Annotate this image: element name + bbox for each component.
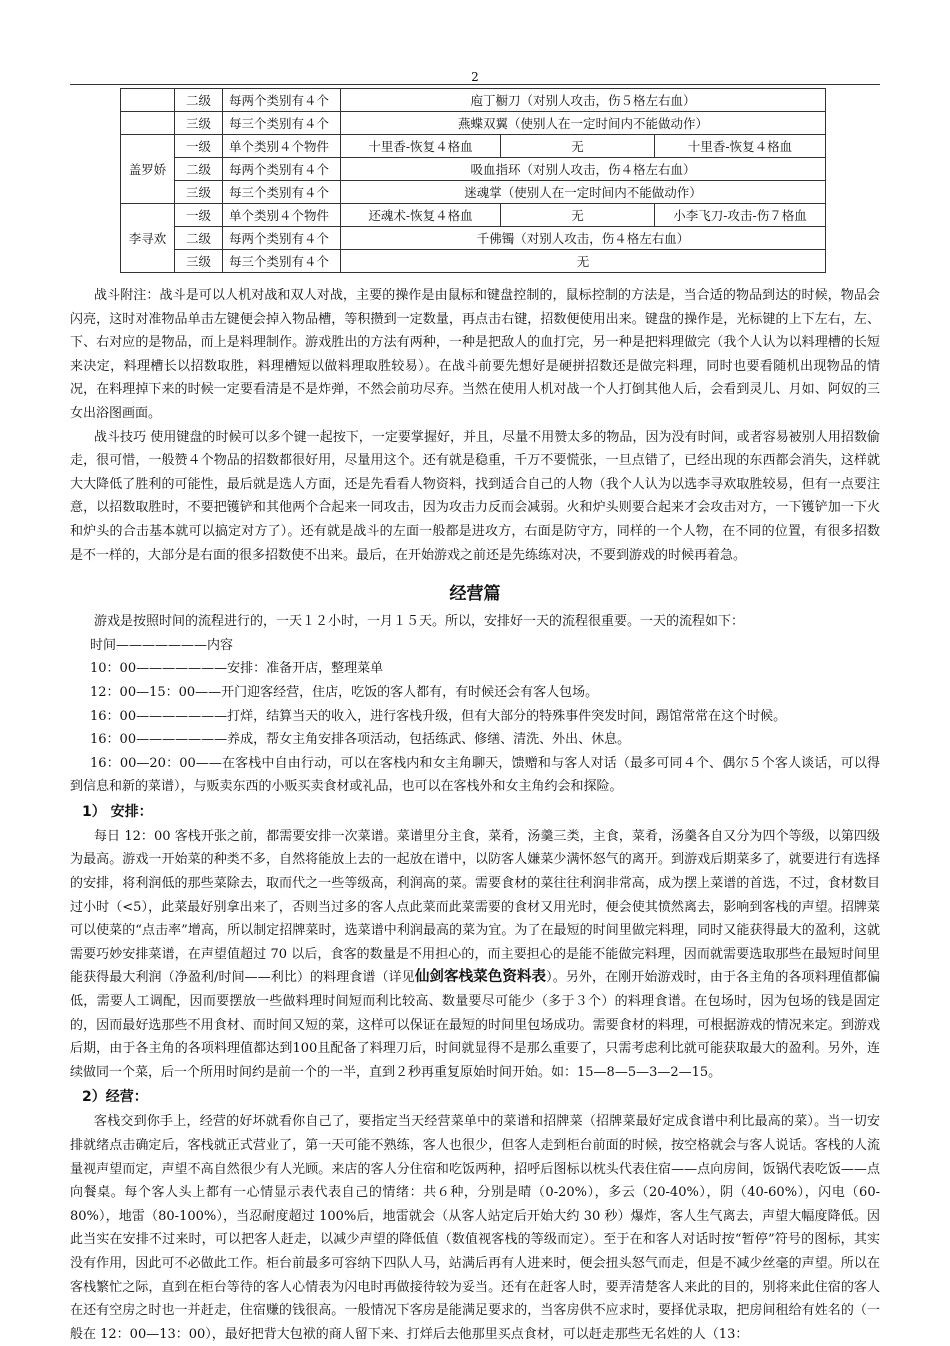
requirement-cell: 单个类别４个物件 bbox=[223, 204, 341, 227]
table-row bbox=[121, 227, 826, 250]
table-row bbox=[121, 112, 826, 135]
table-row bbox=[121, 250, 826, 273]
level-cell: 三级 bbox=[175, 181, 223, 204]
arrange-text-b: ）。另外，在刚开始游戏时，由于各主角的各项料理值都偏低，需要人工调配，因而要摆放一些做料理时间短而利比较高、数量要尽可能少（多于３个）的料理食谱。在包场时，因为包场的钱是固定的，因而最好选那些不用食材、而时间又短的菜，这样可以保证在最短的时间里包场成功。需要食材的料理，可根据游戏的情况来定。到游戏后期，由于各主角的各项料理值都达到100且配备了料理刀后，时间就显得不是那么重要了，只需考虑利比就可能获取最大的盈利。另外，连续做同一个菜，后一个所用时间约是前一个的一半，直到２秒再重复原始时间开始。如：15—8—5—3—2—15。 bbox=[70, 970, 880, 1080]
document-body bbox=[70, 284, 880, 1346]
skill-cell: 小李飞刀-攻击-伤７格血 bbox=[655, 204, 826, 227]
skill-cell: 迷魂掌（使别人在一定时间内不能做动作） bbox=[341, 181, 826, 204]
intro-paragraph: 游戏是按照时间的流程进行的，一天１２小时，一月１５天。所以，安排好一天的流程很重要。一天的流程如下： bbox=[94, 614, 745, 630]
schedule-line: 16：00———————养成，帮女主角安排各项活动，包括练武、修缮、清洗、外出、休息。 bbox=[90, 732, 631, 748]
skill-cell: 无 bbox=[341, 250, 826, 273]
requirement-cell: 每三个类别有４个 bbox=[223, 250, 341, 273]
skill-table bbox=[120, 88, 826, 273]
level-cell: 二级 bbox=[175, 158, 223, 181]
subsection-heading-arrange: 1） 安排： bbox=[82, 803, 153, 820]
section-title: 经营篇 bbox=[449, 584, 501, 605]
battle-notes-paragraph: 战斗附注：战斗是可以人机对战和双人对战，主要的操作是由鼠标和键盘控制的，鼠标控制的方法是，当合适的物品到达的时候，物品会闪亮，这时对准物品单击左键便会掉入物品槽，等积攒到一定数量，再点击右键，招数便使用出来。键盘的操作是，光标键的上下左右，左、下、右对应的是物品，而上是料理制作。游戏胜出的方法有两种，一种是把敌人的血打完，另一种是把料理做完（我个人认为以料理槽的长短来决定，料理槽长以招数取胜，料理槽短以做料理取胜较易）。在战斗前要先想好是硬拼招数还是做完料理，同时也要看随机出现物品的情况，在料理掉下来的时候一定要看清是不是炸弹，不然会前功尽弃。当然在使用人机对战一个人打倒其他人后，会看到灵儿、月如、阿奴的三女出浴图画面。 bbox=[70, 288, 880, 421]
subsection-heading-operate: 2）经营： bbox=[82, 1089, 148, 1106]
level-cell: 三级 bbox=[175, 250, 223, 273]
schedule-line: 16：00—20：00——在客栈中自由行动，可以在客栈内和女主角聊天，馈赠和与客人对话（最多可同４个、偶尔５个客人谈话，可以得到信息和新的菜谱），与贩卖东西的小贩买卖食材或礼品，也可以在客栈外和女主角约会和探险。 bbox=[70, 755, 880, 795]
level-cell: 三级 bbox=[175, 112, 223, 135]
arrange-text-a: 每日 12：00 客栈开张之前，都需要安排一次菜谱。菜谱里分主食，菜肴，汤羹三类，主食，菜肴，汤羹各自又分为四个等级，以第四级为最高。游戏一开始菜的种类不多，自然将能放上去的一起放在谱中，以防客人嫌菜少满怀怒气的离开。到游戏后期菜多了，就要进行有选择的安排，将利润低的那些菜除去，取而代之一些等级高，利润高的菜。需要食材的菜往往利润非常高，成为摆上菜谱的首选，不过，食材数目过小时（<5），此菜最好别拿出来了，否则当过多的客人点此菜而此菜需要的食材又用光时，便会使其愤然离去，影响到客栈的声望。招牌菜可以使菜的“点击率”增高，所以制定招牌菜时，选菜谱中利润最高的菜为宜。为了在最短的时间里做完料理，同时又能获得最大的盈利，这就需要巧妙安排菜谱，在声望值超过 70 以后，食客的数量是不用担心的，而主要担心的是能不能做完料理，因而就需要选取那些在最短时间里能获得最大利润（净盈利/时间——利比）的料理食谱（详见 bbox=[70, 828, 880, 986]
operate-paragraph: 客栈交到你手上，经营的好坏就看你自己了，要指定当天经营菜单中的菜谱和招牌菜（招牌菜最好定成食谱中利比最高的菜）。当一切安排就绪点击确定后，客栈就正式营业了，第一天可能不熟练，客人也很少，但客人走到柜台前面的时候，按空格就会与客人说话。客栈的人流量视声望而定，声望不高自然很少有人光顾。来店的客人分住宿和吃饭两种，招呼后图标以枕头代表住宿——点向房间，饭锅代表吃饭——点向餐桌。每个客人头上都有一心情显示表代表自己的情绪：共６种，分别是晴（0-20%），多云（20-40%），阴（40-60%），闪电（60-80%），地雷（80-100%），当忍耐度超过 100%后，地雷就会（从客人站定后开始大约 30 秒）爆炸，客人生气离去，声望大幅度降低。因此当实在安排不过来时，可以把客人赶走，以减少声望的降低值（数值视客栈的等级而定）。至于在和客人对话时按“暂停”符号的图标，其实没有作用，因此可不必做此工作。柜台前最多可容纳下四队人马，站满后再有人进来时，便会扭头怒气而走，但是不减少丝毫的声望。所以在客栈繁忙之际，直到在柜台等待的客人心情表为闪电时再做接待较为妥当。还有在赶客人时，要弄清楚客人来此的目的，别将来此住宿的客人在还有空房之时也一并赶走，住宿赚的钱很高。一般情况下客房是能满足要求的，当客房供不应求时，要择优录取，把房间租给有姓名的（一般在 12：00—13：00），最好把背大包袱的商人留下来、打烊后去他那里买点食材，可以赶走那些无名姓的人（13： bbox=[70, 1114, 880, 1342]
page-number: 2 bbox=[471, 70, 479, 84]
schedule-line: 时间———————内容 bbox=[90, 637, 234, 653]
schedule-line: 10：00———————安排：准备开店，整理菜单 bbox=[90, 661, 384, 677]
schedule-line: 16：00———————打烊，结算当天的收入，进行客栈升级，但有大部分的特殊事件突发时间，踢馆常常在这个时候。 bbox=[90, 708, 787, 724]
requirement-cell: 每三个类别有４个 bbox=[223, 112, 341, 135]
arrange-paragraph bbox=[70, 825, 880, 1085]
skill-cell: 十里香-恢复４格血 bbox=[341, 135, 501, 158]
schedule-line: 12：00—15：00——开门迎客经营，住店，吃饭的客人都有，有时候还会有客人包场。 bbox=[90, 684, 599, 700]
table-row bbox=[121, 204, 826, 227]
requirement-cell: 单个类别４个物件 bbox=[223, 135, 341, 158]
skill-cell: 吸血指环（对别人攻击，伤４格左右血） bbox=[341, 158, 826, 181]
character-name-cell bbox=[121, 89, 175, 112]
skill-cell: 千佛镯（对别人攻击，伤４格左右血） bbox=[341, 227, 826, 250]
requirement-cell: 每三个类别有４个 bbox=[223, 181, 341, 204]
requirement-cell: 每两个类别有４个 bbox=[223, 158, 341, 181]
table-row bbox=[121, 158, 826, 181]
requirement-cell: 每两个类别有４个 bbox=[223, 227, 341, 250]
level-cell: 一级 bbox=[175, 204, 223, 227]
requirement-cell: 每两个类别有４个 bbox=[223, 89, 341, 112]
header-rule bbox=[70, 84, 880, 85]
table-row bbox=[121, 181, 826, 204]
level-cell: 二级 bbox=[175, 89, 223, 112]
skill-cell: 燕蝶双翼（使别人在一定时间内不能做动作） bbox=[341, 112, 826, 135]
skill-cell: 庖丁橱刀（对别人攻击，伤５格左右血） bbox=[341, 89, 826, 112]
character-name-cell: 盖罗娇 bbox=[121, 135, 175, 204]
skill-cell: 还魂术-恢复４格血 bbox=[341, 204, 501, 227]
skill-cell: 无 bbox=[501, 204, 655, 227]
character-name-cell bbox=[121, 112, 175, 135]
table-row bbox=[121, 89, 826, 112]
battle-tips-paragraph: 战斗技巧 使用键盘的时候可以多个键一起按下，一定要掌握好，并且，尽量不用赞太多的物品，因为没有时间，或者容易被别人用招数偷走，很可惜，一般赞４个物品的招数都很好用，尽量用这个。还有就是稳重，千万不要慌张，一旦点错了，已经出现的东西都会消失，这样就大大降低了胜利的可能性，最后就是选人方面，还是先看看人物资料，找到适合自己的人物（我个人认为以选李寻欢取胜较易，但有一点要注意，以招数取胜时，不要把镬铲和其他两个合起来一同攻击，因为攻击力反而会减弱。火和炉头则要合起来才会攻击对方，一下镬铲加一下火和炉头的合击基本就可以搞定对方了）。还有就是战斗的左面一般都是进攻方，右面是防守方，同样的一个人物，在不同的位置，有很多招数是不一样的，大部分是右面的很多招数使不出来。最后，在开始游戏之前还是先练练对决，不要到游戏的时候再着急。 bbox=[70, 429, 880, 563]
highlighted-reference: 仙剑客栈菜色资料表 bbox=[414, 969, 547, 986]
table-row bbox=[121, 135, 826, 158]
skill-cell: 无 bbox=[501, 135, 655, 158]
character-name-cell: 李寻欢 bbox=[121, 204, 175, 273]
level-cell: 二级 bbox=[175, 227, 223, 250]
skill-cell: 十里香-恢复４格血 bbox=[655, 135, 826, 158]
level-cell: 一级 bbox=[175, 135, 223, 158]
